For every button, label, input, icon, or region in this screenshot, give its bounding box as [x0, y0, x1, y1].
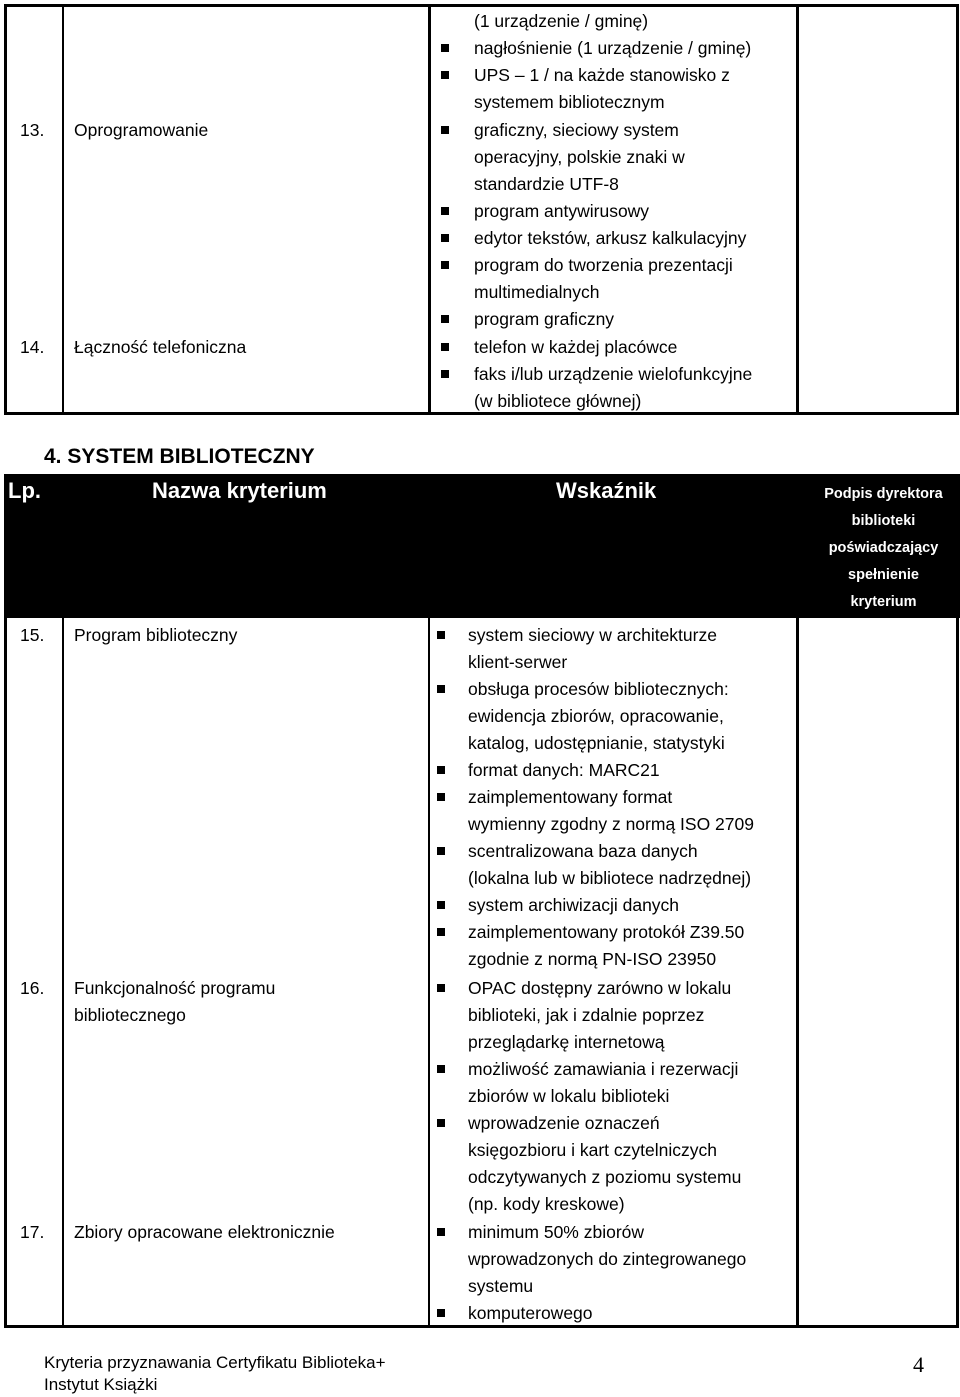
indicator-line: zaimplementowany protokół Z39.50	[468, 922, 745, 942]
indicator-line: zaimplementowany format	[468, 787, 673, 807]
indicator-line: księgozbioru i kart czytelniczych	[468, 1140, 717, 1160]
indicator-item	[431, 919, 754, 973]
indicator-line: UPS – 1 / na każde stanowisko z	[474, 65, 730, 85]
indicator-line: scentralizowana baza danych	[468, 841, 698, 861]
header-signature	[807, 481, 960, 616]
indicator-item	[431, 838, 754, 892]
indicator-line: zgodnie z normą PN-ISO 23950	[468, 949, 717, 969]
indicator-line: system archiwizacji danych	[468, 895, 680, 915]
indicator-line: graficzny, sieciowy system	[474, 120, 679, 140]
indicator-item	[431, 757, 754, 784]
criterion-name-line: bibliotecznego	[74, 1005, 186, 1025]
indicator-line: faks i/lub urządzenie wielofunkcyjne	[474, 364, 753, 384]
bottom-table-divider-2	[428, 618, 430, 1328]
indicator-line: odczytywanych z poziomu systemu	[468, 1167, 742, 1187]
row-number: 14.	[20, 337, 45, 357]
indicator-item	[431, 62, 751, 116]
section-title: 4. SYSTEM BIBLIOTECZNY	[44, 445, 315, 468]
indicator-line: obsługa procesów bibliotecznych:	[468, 679, 729, 699]
indicator-line: system sieciowy w architekturze	[468, 625, 717, 645]
row-number: 17.	[20, 1222, 45, 1242]
indicator-item	[431, 198, 746, 225]
top-table-border-top	[4, 4, 958, 7]
indicator-line: wprowadzonych do zintegrowanego	[468, 1249, 747, 1269]
indicator-line: klient-serwer	[468, 652, 568, 672]
top-row-1-indicators	[431, 117, 746, 333]
indicator-line: komputerowego	[468, 1303, 593, 1323]
indicator-line: biblioteki, jak i zdalnie poprzez	[468, 1005, 705, 1025]
indicator-line: wymienny zgodny z normą ISO 2709	[468, 814, 754, 834]
indicator-item	[431, 1300, 746, 1327]
indicator-line: nagłośnienie (1 urządzenie / gminę)	[474, 38, 752, 58]
indicator-line: minimum 50% zbiorów	[468, 1222, 645, 1242]
criterion-name: Oprogramowanie	[74, 120, 209, 140]
bottom-row-1-indicators	[431, 975, 741, 1218]
header-signature-line: Podpis dyrektora	[824, 486, 943, 502]
indicator-item	[431, 225, 746, 252]
indicator-line: standardzie UTF-8	[474, 174, 619, 194]
criterion-name: Zbiory opracowane elektronicznie	[74, 1222, 335, 1242]
indicator-item	[431, 8, 751, 35]
row-number: 15.	[20, 625, 45, 645]
footer	[44, 1352, 386, 1396]
indicator-item	[431, 35, 751, 62]
indicator-line: (np. kody kreskowe)	[468, 1194, 625, 1214]
indicator-line: OPAC dostępny zarówno w lokalu	[468, 978, 732, 998]
indicator-line: ewidencja zbiorów, opracowanie,	[468, 706, 724, 726]
indicator-item	[431, 784, 754, 838]
indicator-item	[431, 252, 746, 306]
header-indicator: Wskaźnik	[556, 478, 657, 503]
indicator-line: systemu	[468, 1276, 534, 1296]
indicator-item	[431, 1110, 741, 1218]
page-number: 4	[913, 1352, 924, 1377]
indicator-line: systemem bibliotecznym	[474, 92, 665, 112]
indicator-item	[431, 1219, 746, 1300]
header-signature-line: biblioteki	[851, 513, 916, 529]
indicator-item	[431, 1056, 741, 1110]
indicator-line: katalog, udostępnianie, statystyki	[468, 733, 725, 753]
bottom-row-2-indicators	[431, 1219, 746, 1327]
bottom-table-border-left	[4, 618, 7, 1328]
top-table-border-right	[956, 4, 959, 415]
criterion-name: Program biblioteczny	[74, 625, 238, 645]
row-number: 13.	[20, 120, 45, 140]
footer-publisher: Instytut Książki	[44, 1375, 158, 1394]
table-header-bar	[4, 474, 807, 618]
header-lp: Lp.	[8, 478, 41, 503]
row-number: 16.	[20, 978, 45, 998]
top-table-border-left	[4, 4, 7, 415]
indicator-item	[431, 676, 754, 757]
indicator-line: wprowadzenie oznaczeń	[468, 1113, 660, 1133]
bottom-table-border-right	[956, 618, 959, 1328]
top-table-divider-3	[796, 4, 799, 415]
indicator-line: edytor tekstów, arkusz kalkulacyjny	[474, 228, 747, 248]
indicator-line: operacyjny, polskie znaki w	[474, 147, 685, 167]
indicator-line: (w bibliotece głównej)	[474, 391, 642, 411]
criterion-name: Łączność telefoniczna	[74, 337, 247, 357]
indicator-item	[431, 306, 746, 333]
top-row-0-indicators	[431, 8, 751, 116]
indicator-item	[431, 892, 754, 919]
indicator-item	[431, 622, 754, 676]
bottom-row-0-indicators	[431, 622, 754, 973]
bottom-table-divider-3	[796, 618, 799, 1328]
indicator-item	[431, 361, 752, 415]
indicator-line: (lokalna lub w bibliotece nadrzędnej)	[468, 868, 752, 888]
top-row-2-indicators	[431, 334, 752, 415]
indicator-line: telefon w każdej placówce	[474, 337, 678, 357]
header-criterion-name: Nazwa kryterium	[152, 478, 327, 503]
indicator-line: program graficzny	[474, 309, 615, 329]
indicator-line: (1 urządzenie / gminę)	[474, 11, 649, 31]
indicator-line: program do tworzenia prezentacji	[474, 255, 733, 275]
bottom-table-divider-1	[62, 618, 64, 1328]
indicator-line: format danych: MARC21	[468, 760, 660, 780]
indicator-line: multimedialnych	[474, 282, 600, 302]
indicator-line: program antywirusowy	[474, 201, 650, 221]
indicator-line: zbiorów w lokalu biblioteki	[468, 1086, 670, 1106]
indicator-item	[431, 975, 741, 1056]
indicator-line: możliwość zamawiania i rezerwacji	[468, 1059, 739, 1079]
criterion-name	[74, 975, 275, 1029]
indicator-item	[431, 117, 746, 198]
criterion-name-line: Funkcjonalność programu	[74, 978, 276, 998]
top-table-divider-1	[62, 4, 64, 415]
header-signature-line: poświadczający	[828, 540, 939, 556]
indicator-line: przeglądarkę internetową	[468, 1032, 665, 1052]
header-signature-line: kryterium	[850, 594, 917, 610]
header-signature-line: spełnienie	[848, 567, 919, 583]
indicator-item	[431, 334, 752, 361]
footer-title: Kryteria przyznawania Certyfikatu Biblioteka+	[44, 1353, 386, 1372]
